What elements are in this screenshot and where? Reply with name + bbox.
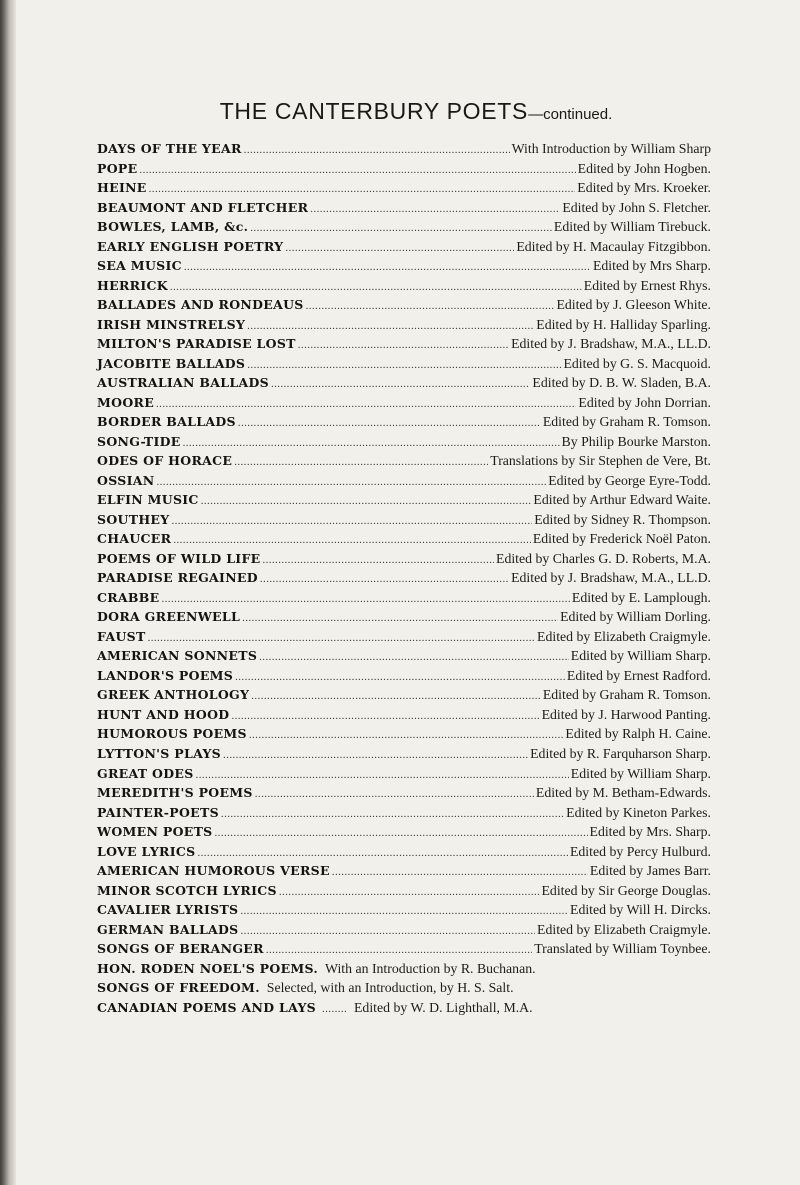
entry-editor: Edited by R. Farquharson Sharp. — [530, 745, 711, 761]
continued-label: —continued. — [528, 106, 613, 123]
entry-title: LANDOR'S POEMS — [97, 667, 234, 683]
entry-editor: Edited by J. Bradshaw, M.A., LL.D. — [511, 570, 711, 586]
entry-title: LYTTON'S PLAYS — [97, 745, 222, 761]
entry-title: JACOBITE BALLADS — [97, 355, 246, 371]
list-item — [97, 939, 711, 959]
dot-leader — [251, 687, 541, 707]
entry-editor: Edited by Ernest Rhys. — [583, 277, 711, 293]
list-item — [97, 139, 711, 159]
dot-leader — [249, 726, 564, 746]
dot-leader — [171, 512, 532, 532]
entry-title: DORA GREENWELL — [97, 609, 241, 625]
dot-leader — [184, 258, 591, 278]
list-item — [97, 646, 711, 666]
entry-editor: Edited by John Hogben. — [577, 160, 711, 176]
list-item — [97, 783, 711, 803]
entry-editor: Edited by Mrs. Kroeker. — [577, 180, 711, 196]
list-item — [97, 412, 711, 432]
entry-title: AUSTRALIAN BALLADS — [97, 375, 269, 391]
entry-editor: Edited by Graham R. Tomson. — [542, 687, 711, 703]
entry-title: CANADIAN POEMS AND LAYS — [97, 999, 316, 1015]
dot-leader — [215, 824, 588, 844]
entry-title: HUNT AND HOOD — [97, 706, 230, 722]
list-item — [97, 900, 711, 920]
dot-leader — [285, 239, 514, 259]
list-item — [97, 510, 711, 530]
list-item — [97, 237, 711, 257]
entry-editor: Edited by J. Gleeson White. — [556, 297, 711, 313]
list-item — [97, 334, 711, 354]
entry-editor: Edited by John S. Fletcher. — [562, 199, 711, 215]
dot-leader — [259, 648, 569, 668]
entry-editor: Selected, with an Introduction, by H. S. Salt. — [266, 980, 514, 996]
entry-editor: Edited by Frederick Noël Paton. — [532, 531, 711, 547]
entry-title: POPE — [97, 160, 138, 176]
list-item — [97, 998, 711, 1018]
list-item — [97, 666, 711, 686]
entry-title: CAVALIER LYRISTS — [97, 902, 239, 918]
list-item — [97, 881, 711, 901]
entry-editor: Translations by Sir Stephen de Vere, Bt. — [490, 453, 711, 469]
entry-editor: Edited by Sir George Douglas. — [541, 882, 711, 898]
entry-title: AMERICAN SONNETS — [97, 648, 258, 664]
dot-leader — [298, 336, 509, 356]
list-item — [97, 354, 711, 374]
dot-leader — [221, 805, 564, 825]
entry-title: EARLY ENGLISH POETRY — [97, 238, 284, 254]
entry-editor: Translated by William Toynbee. — [534, 941, 711, 957]
entry-title: BORDER BALLADS — [97, 414, 236, 430]
dot-leader — [250, 219, 552, 239]
entry-title: SEA MUSIC — [97, 258, 182, 274]
entry-title: BOWLES, LAMB, &c. — [97, 219, 249, 235]
entry-title: HUMOROUS POEMS — [97, 726, 247, 742]
entry-editor: Edited by H. Halliday Sparling. — [536, 316, 711, 332]
entry-editor: Edited by John Dorrian. — [578, 394, 711, 410]
dot-leader — [240, 902, 568, 922]
entry-title: AMERICAN HUMOROUS VERSE — [97, 863, 330, 879]
entry-title: SONG-TIDE — [97, 433, 181, 449]
entry-editor: Edited by Elizabeth Craigmyle. — [537, 628, 711, 644]
list-item — [97, 861, 711, 881]
list-item — [97, 276, 711, 296]
list-item — [97, 568, 711, 588]
dot-leader — [279, 883, 540, 903]
entry-editor: Edited by E. Lamplough. — [571, 589, 711, 605]
entry-editor: Edited by Graham R. Tomson. — [542, 414, 711, 430]
entry-title: PAINTER-POETS — [97, 804, 219, 820]
list-item — [97, 451, 711, 471]
entry-editor: Edited by Elizabeth Craigmyle. — [537, 921, 711, 937]
entry-editor: Edited by George Eyre-Todd. — [548, 472, 711, 488]
dot-leader — [234, 453, 488, 473]
page-header — [96, 98, 736, 125]
list-item — [97, 822, 711, 842]
entry-title: BALLADES AND RONDEAUS — [97, 297, 304, 313]
entry-editor: Edited by Sidney R. Thompson. — [534, 511, 711, 527]
list-item — [97, 315, 711, 335]
entry-title: FAUST — [97, 628, 146, 644]
entry-editor: Edited by G. S. Macquoid. — [563, 355, 711, 371]
list-item — [97, 393, 711, 413]
page-binding-edge — [0, 0, 16, 1185]
list-item — [97, 978, 711, 998]
list-item — [97, 178, 711, 198]
list-item — [97, 607, 711, 627]
dot-leader — [271, 375, 530, 395]
list-item — [97, 685, 711, 705]
list-item — [97, 256, 711, 276]
list-item — [97, 959, 711, 979]
entry-title: BEAUMONT AND FLETCHER — [97, 199, 309, 215]
entry-title: ELFIN MUSIC — [97, 492, 199, 508]
entry-editor: With Introduction by William Sharp — [511, 141, 711, 156]
dot-leader — [223, 746, 528, 766]
entry-title: MOORE — [97, 394, 155, 410]
list-item — [97, 490, 711, 510]
entry-title: OSSIAN — [97, 472, 155, 488]
list-item — [97, 295, 711, 315]
entry-title: SOUTHEY — [97, 511, 170, 527]
list-item — [97, 198, 711, 218]
entry-title: PARADISE REGAINED — [97, 570, 258, 586]
entry-separator — [260, 978, 267, 998]
dot-leader — [235, 668, 565, 688]
dot-leader — [262, 551, 494, 571]
entry-editor: Edited by W. D. Lighthall, M.A. — [354, 999, 533, 1015]
list-item — [97, 705, 711, 725]
list-item — [97, 803, 711, 823]
dot-leader — [238, 414, 541, 434]
dot-leader — [260, 570, 509, 590]
entry-title: MINOR SCOTCH LYRICS — [97, 882, 277, 898]
entry-editor: Edited by Kineton Parkes. — [566, 804, 711, 820]
dot-leader — [139, 161, 575, 181]
entry-editor: Edited by Arthur Edward Waite. — [533, 492, 711, 508]
entry-editor: Edited by M. Betham-Edwards. — [535, 785, 711, 801]
entry-editor: Edited by Mrs Sharp. — [592, 258, 711, 274]
list-item — [97, 588, 711, 608]
entry-separator — [318, 959, 325, 979]
entry-title: SONGS OF FREEDOM. — [97, 980, 260, 996]
entry-title: ODES OF HORACE — [97, 453, 233, 469]
series-title: THE CANTERBURY POETS — [219, 98, 529, 124]
entry-title: MEREDITH'S POEMS — [97, 785, 253, 801]
dot-leader — [322, 1000, 348, 1020]
entry-editor: Edited by Mrs. Sharp. — [589, 824, 711, 840]
list-item — [97, 432, 711, 452]
list-item — [97, 627, 711, 647]
entry-editor: By Philip Bourke Marston. — [561, 433, 711, 449]
poets-list — [97, 139, 711, 1017]
entry-editor: Edited by James Barr. — [589, 863, 711, 879]
list-item — [97, 373, 711, 393]
entry-editor: Edited by Ralph H. Caine. — [565, 726, 711, 742]
dot-leader — [242, 609, 558, 629]
entry-editor: Edited by Percy Hulburd. — [569, 843, 711, 859]
entry-title: CRABBE — [97, 589, 160, 605]
entry-title: POEMS OF WILD LIFE — [97, 550, 261, 566]
entry-editor: With an Introduction by R. Buchanan. — [324, 960, 536, 976]
entry-title: GERMAN BALLADS — [97, 921, 239, 937]
entry-title: GREEK ANTHOLOGY — [97, 687, 250, 703]
entry-title: HON. RODEN NOEL'S POEMS. — [97, 960, 319, 976]
list-item — [97, 159, 711, 179]
dot-leader — [255, 785, 534, 805]
entry-editor: Edited by J. Bradshaw, M.A., LL.D. — [511, 336, 711, 352]
list-item — [97, 217, 711, 237]
entry-editor: Edited by William Sharp. — [570, 648, 711, 664]
list-item — [97, 471, 711, 491]
entry-editor: Edited by William Tirebuck. — [553, 219, 711, 235]
list-item — [97, 764, 711, 784]
entry-title: MILTON'S PARADISE LOST — [97, 336, 296, 352]
list-item — [97, 549, 711, 569]
entry-title: DAYS OF THE YEAR — [97, 141, 242, 156]
entry-editor: Edited by Charles G. D. Roberts, M.A. — [496, 550, 711, 566]
entry-editor: Edited by D. B. W. Sladen, B.A. — [532, 375, 711, 391]
list-item — [97, 920, 711, 940]
dot-leader — [244, 141, 510, 161]
entry-editor: Edited by William Sharp. — [570, 765, 711, 781]
entry-editor: Edited by Ernest Radford. — [566, 667, 711, 683]
entry-editor: Edited by Will H. Dircks. — [570, 902, 711, 918]
entry-title: LOVE LYRICS — [97, 843, 196, 859]
entry-title: HEINE — [97, 180, 147, 196]
dot-leader — [231, 707, 539, 727]
entry-title: GREAT ODES — [97, 765, 194, 781]
dot-leader — [247, 356, 561, 376]
list-item — [97, 842, 711, 862]
list-item — [97, 529, 711, 549]
entry-title: SONGS OF BERANGER — [97, 941, 264, 957]
entry-title: CHAUCER — [97, 531, 172, 547]
list-item — [97, 744, 711, 764]
dot-leader — [156, 473, 546, 493]
entry-title: IRISH MINSTRELSY — [97, 316, 246, 332]
entry-title: HERRICK — [97, 277, 168, 293]
dot-leader — [201, 492, 532, 512]
dot-leader — [241, 922, 536, 942]
dot-leader — [306, 297, 555, 317]
entry-editor: Edited by H. Macaulay Fitzgibbon. — [516, 238, 711, 254]
entry-editor: Edited by William Dorling. — [560, 609, 711, 625]
entry-title: WOMEN POETS — [97, 824, 213, 840]
list-item — [97, 724, 711, 744]
dot-leader — [310, 200, 560, 220]
entry-editor: Edited by J. Harwood Panting. — [541, 706, 711, 722]
